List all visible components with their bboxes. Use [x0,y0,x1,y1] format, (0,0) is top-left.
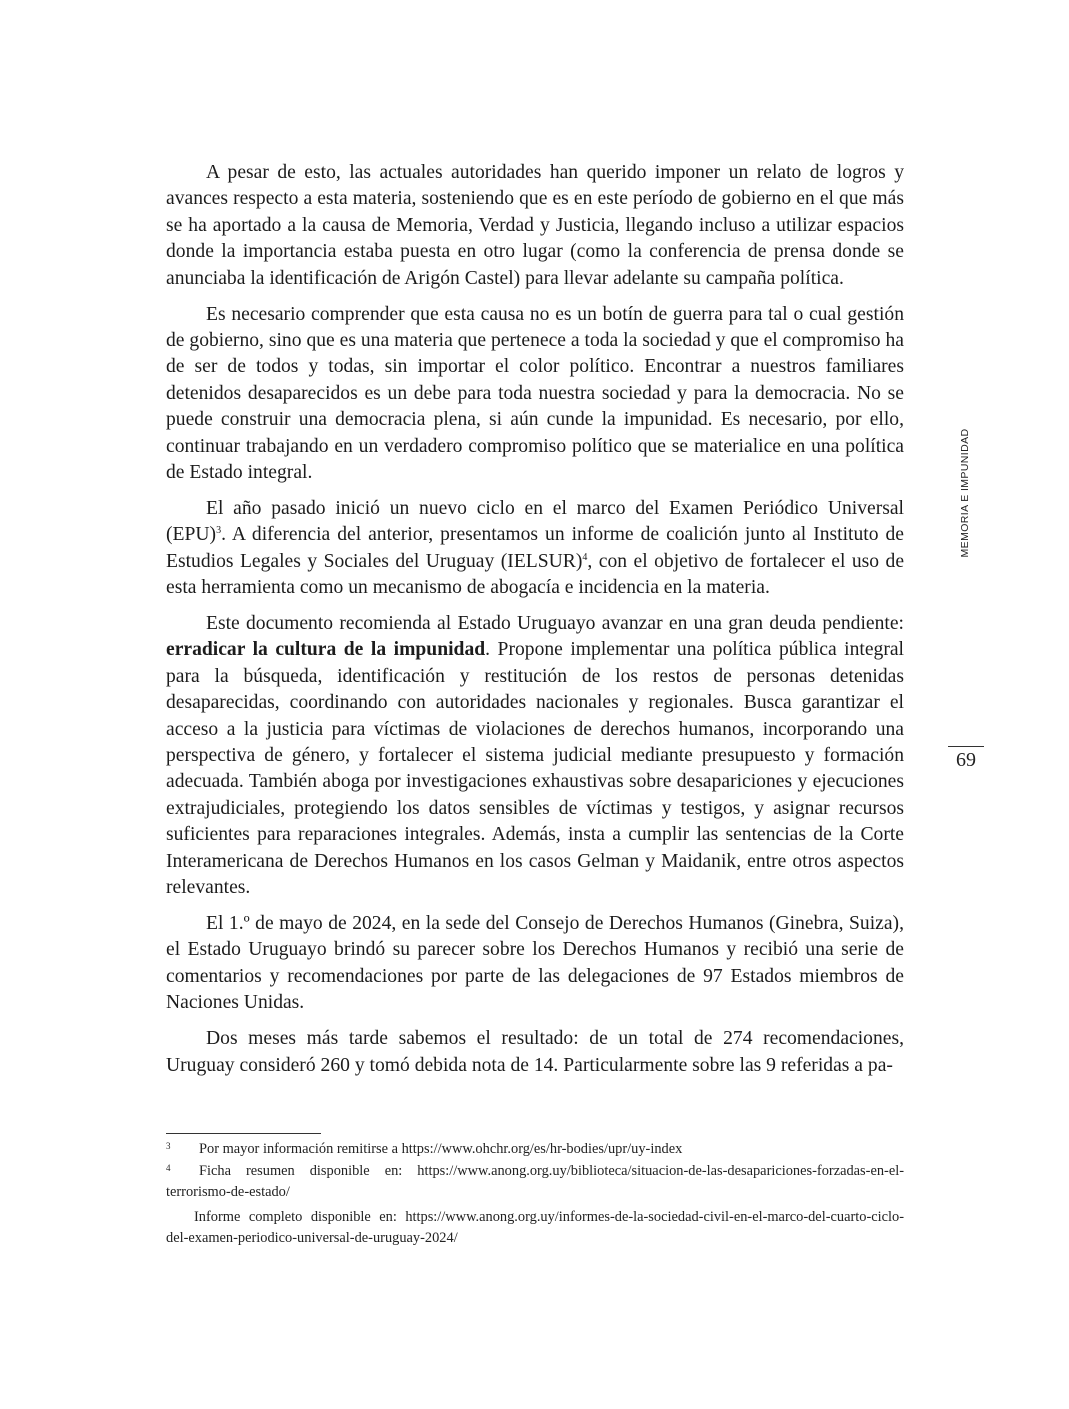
paragraph-4-text-b: . Propone implementar una política pública integral para la búsqueda, identificación y restitución de los restos de personas detenidas desaparecidas, coordinando con autoridades nacionales y regionales. Busca garantizar el acceso a la justicia para víctimas de violaciones de derechos humanos, incorporando una perspectiva de género, y fortalecer el sistema judicial mediante presupuesto y formación adecuada. También aboga por investigaciones exhaustivas sobre desapariciones y ejecuciones extrajudiciales, protegiendo los datos sensibles de víctimas y testigos, y asignar recursos suficientes para reparaciones integrales. Además, insta a cumplir las sentencias de la Corte Interamericana de Derechos Humanos en los casos Gelman y Maidanik, entre otros aspectos relevantes. [166,639,904,899]
page-number-rule [948,746,984,747]
footnote-4-continuation: Informe completo disponible en: https://www.anong.org.uy/informes-de-la-sociedad-civil-en-el-marco-del-cuarto-ciclo-del-examen-periodico-universal-de-uruguay-2024/ [166,1208,904,1246]
paragraph-6: Dos meses más tarde sabemos el resultado: de un total de 274 recomendaciones, Uruguay consideró 260 y tomó debida nota de 14. Particularmente sobre las 9 referidas a pa- [166,1028,904,1076]
paragraph-5: El 1.º de mayo de 2024, en la sede del Consejo de Derechos Humanos (Ginebra, Suiza), el Estado Uruguayo brindó su parecer sobre los Derechos Humanos y recibió una serie de comentarios y recomendaciones por parte de las delegaciones de 97 Estados miembros de Naciones Unidas. [166,912,904,1014]
paragraph-2: Es necesario comprender que esta causa no es un botín de guerra para tal o cual gestión de gobierno, sino que es una materia que pertenece a toda la sociedad y que el compromiso ha de ser de todos y todas, sin importar el color político. Encontrar a nuestros familiares detenidos desaparecidos es un debe para toda nuestra sociedad y para la democracia. No se puede construir una democracia plena, si aún cunde la impunidad. Es necesario, por ello, continuar trabajando en un verdadero compromiso político que se materialice en una política de Estado integral. [166,303,904,483]
footnote-text: Por mayor información remitirse a https://www.ohchr.org/es/hr-bodies/upr/uy-index [199,1141,683,1157]
footnote-ref-4[interactable]: 4 [582,551,588,563]
paragraph-3 [166,496,904,602]
footnote-ref-3[interactable]: 3 [216,525,222,537]
footnote-3: 3 Por mayor información remitirse a https://www.ohchr.org/es/hr-bodies/upr/uy-index [166,1141,683,1157]
running-title [955,420,975,565]
footnote-4: 4 Ficha resumen disponible en: https://www.anong.org.uy/biblioteca/situacion-de-las-desapariciones-forzadas-en-el-terrorismo-de-estado/ [166,1162,904,1200]
paragraph-3-text-c: , con el objetivo de fortalecer el uso de esta herramienta como un mecanismo de abogacía e incidencia en la materia. [166,550,905,599]
body-text [166,160,904,1079]
paragraph-4-text-a: Este documento recomienda al Estado Uruguayo avanzar en una gran deuda pendiente: [206,613,904,634]
footnote-text: Ficha resumen disponible en: https://www.anong.org.uy/biblioteca/situacion-de-las-desapariciones-forzadas-en-el-terrorismo-de-estado/ [166,1162,904,1200]
paragraph-4 [166,611,904,901]
footnote-separator [166,1133,321,1134]
page-number: 69 [956,749,976,771]
footnotes [166,1139,904,1250]
paragraph-3-text-a: El año pasado inició un nuevo ciclo en el marco del Examen Periódico Universal (EPU) [166,497,904,546]
running-title-text: MEMORIA E IMPUNIDAD [959,428,971,557]
paragraph-4-emphasis: erradicar la cultura de la impunidad [166,639,486,661]
paragraph-3-text-b: . A diferencia del anterior, presentamos un informe de coalición junto al Instituto de Estudios Legales y Sociales del Uruguay (IELSUR) [166,524,904,572]
paragraph-1: A pesar de esto, las actuales autoridades han querido imponer un relato de logros y avances respecto a esta materia, sosteniendo que es en este período de gobierno en el que más se ha aportado a la causa de Memoria, Verdad y Justicia, llegando incluso a utilizar espacios donde la importancia estaba puesta en otro lugar (como la conferencia de prensa donde se anunciaba la identificación de Arigón Castel) para llevar adelante su campaña política. [166,162,904,289]
